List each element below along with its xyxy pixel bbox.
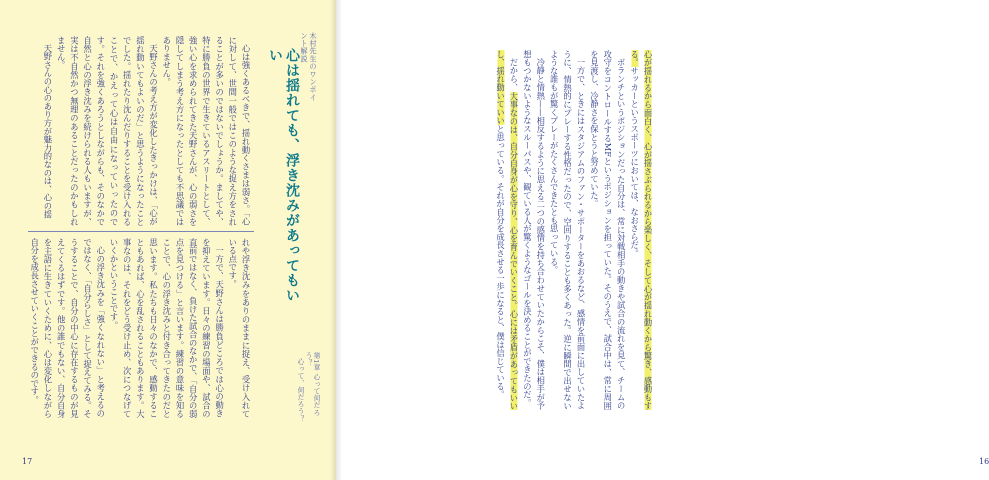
paragraph: 一方で、天野さんは勝負どころでは心の動きを抑えています。日々の練習の場面や、試合の直前ではなく、負けた試合のなかで、「自分の弱点を見つける」と言います。練習の意味を知ることで、心の浮き沈みと付き合ってきたのだと思います。私たちも日々のなかで、感動することもあれば、心を乱されることもあります。大事なのは、それをどう受け止め、次につなげていくかということです。: [108, 238, 225, 418]
paragraph: ボランチというポジションだった自分は、常に対戦相手の動きや試合の流れを見て、チームの攻守をコントロールするMFというポジションを担っていた。そのうえで、試合中は、常に周囲を見渡し、冷静さを保とうと努めていた。: [589, 50, 627, 410]
section-divider: [28, 231, 254, 232]
chapter-label: 第1章 心って何だろう？: [304, 352, 320, 416]
body-text-upper: [30, 36, 252, 226]
chapter-subtitle: 心って、何だろう？: [296, 358, 304, 422]
page-number-left: 17: [22, 457, 33, 466]
text-run: と思っている。それが自分を成長させる一歩になると、僕は信じている。: [495, 124, 506, 399]
body-text-right: [380, 50, 654, 410]
book-gutter: [330, 0, 342, 480]
highlighted-text: 心が揺れるから面白く、心が揺さぶられるから楽しく、そして心が揺れ動くから驚き、感動もする。: [629, 50, 653, 410]
paragraph: 心の浮き沈みを「強くなれない」と考えるのではなく、「自分らしさ」として捉えてみる。そうすることで、自分の中心に存在するものが見えてくるはずです。他の誰でもない、自分自身を主語に生きていくために、心は変化しながら自分を成長させていくことができるのです。: [29, 238, 106, 418]
page-number-right: 16: [979, 457, 989, 466]
text-run: サッカーというスポーツにおいては、なおさらだ。: [629, 66, 640, 258]
paragraph: [493, 50, 520, 410]
highlighted-text: 大事なのは、自分自身が心を守り、心を育んでいくこと。心には矛盾があってもいいし、揺れ動いていい: [495, 50, 519, 411]
paragraph: 心は強くあるべきで、揺れ動くさまは弱さ。「心に対して、世間一般ではこのような捉え方をされることが多いのではないでしょうか。ましてや、特に勝負の世界で生きているアスリートとして、強い心を求められてきた天野さんが、心の弱さを隠してしまう考え方になったとしても不思議ではありません。: [161, 36, 251, 226]
paragraph: 冷静と情熱——相反するように思える二つの感情を持ち合わせていたからこそ、僕は相手が予想もつかないようなスルーパスや、観ている人が驚くようなゴールを決めることができたのだ。: [522, 50, 546, 410]
paragraph: 天野さんの心のあり方が魅力的なのは、心の揺: [42, 44, 53, 219]
paragraph: [627, 50, 654, 410]
body-text-lower: [30, 238, 252, 418]
paragraph: れや浮き沈みをありのままに捉え、受け入れている点です。: [227, 238, 251, 418]
paragraph: 一方で、ときにはスタジアムのファン・サポーターをあおるなど、感情を前面に出していたように、情熱的にプレーする性格だったので、空回りすることも多くあった。逆に瞬間で出せないような誰もが驚くプレーがたくさんできたとも思っている。: [549, 50, 586, 410]
paragraph: 天野さんの考え方が変化したきっかけは、「心が揺れ動いてもよいのだ」と思うようになったことでした。揺れたり沈んだりすることを受け入れることで、かえって心は自由になっていったのです。それを強くあろうとしながらも、そのなかで自然と心の浮き沈みを続けられる人もいますが、実は不自然かつ無理のあることだったのかもしれません。: [56, 36, 159, 226]
text-run: だから、: [508, 58, 519, 92]
section-heading: 心は揺れても、浮き沈みがあってもいい: [267, 48, 300, 303]
left-page: [0, 0, 336, 480]
side-label: 木村先生のワンポイント解説: [300, 32, 318, 102]
